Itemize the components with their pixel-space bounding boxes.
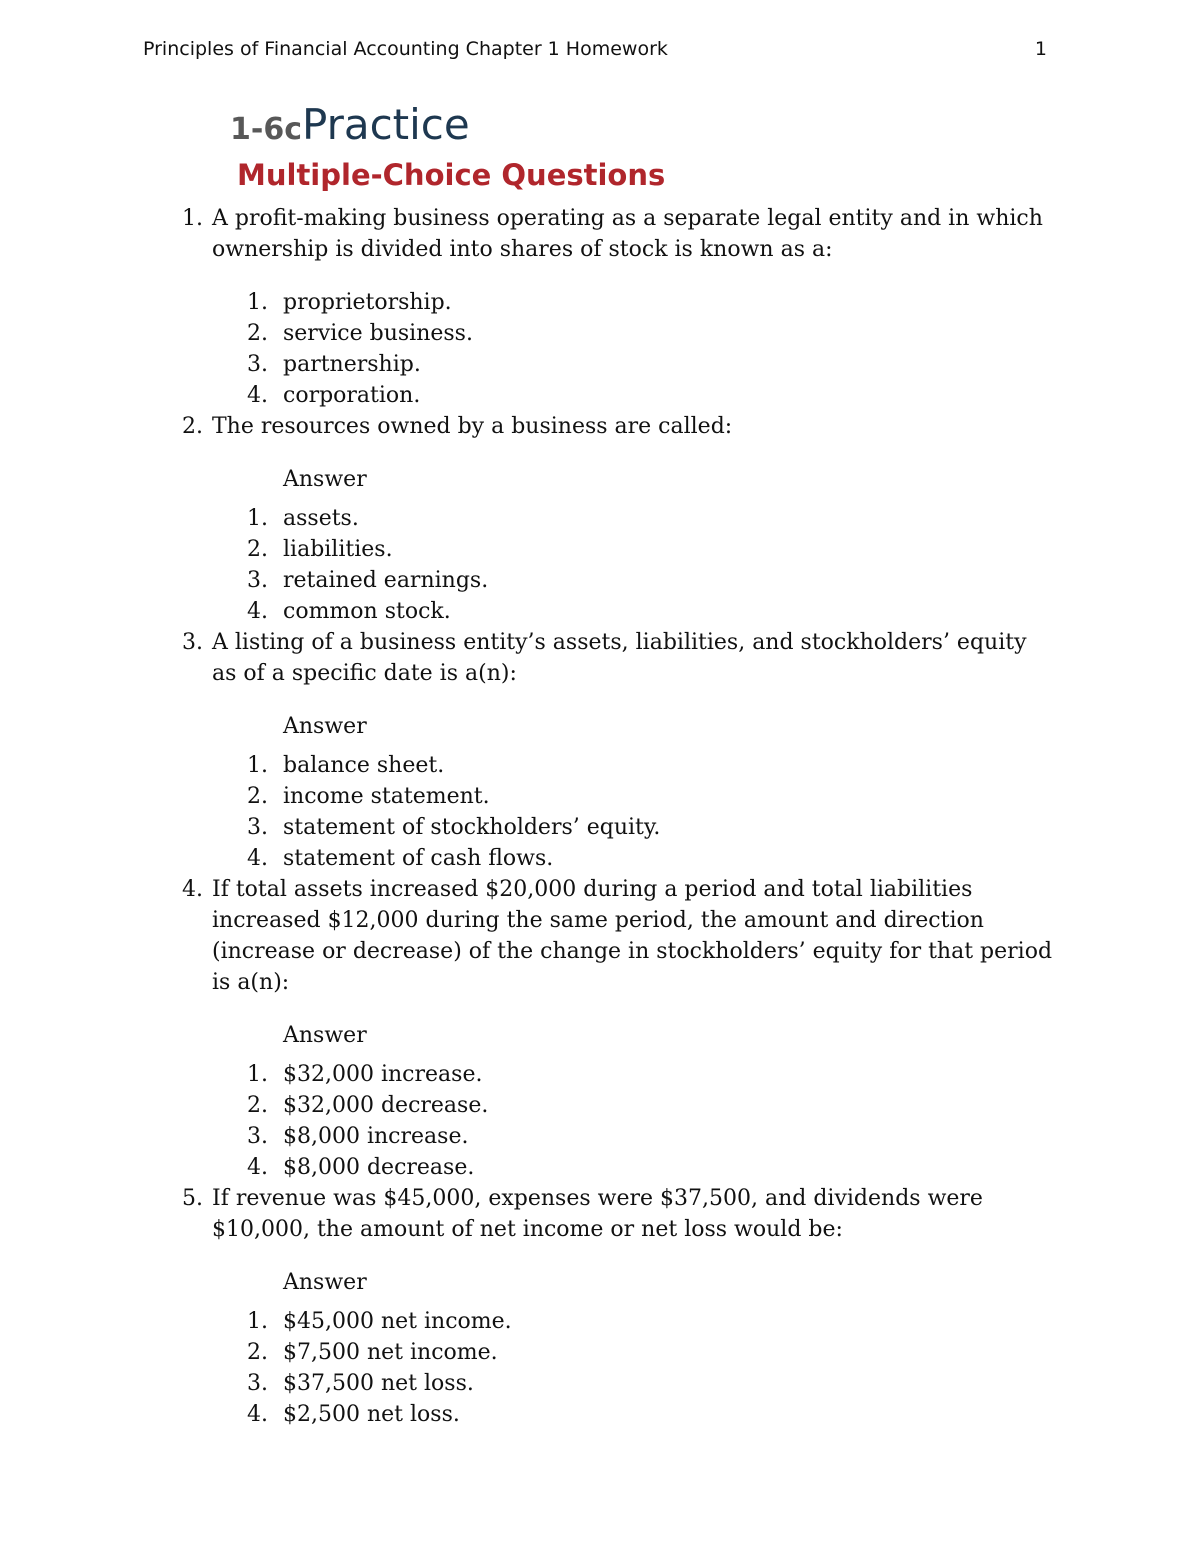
question-text: A profit-making business operating as a separate legal entity and in which ownership is divided into shares of stock is known as a: xyxy=(212,206,1043,262)
choice-text: assets. xyxy=(283,506,359,531)
choice-item xyxy=(0,1059,1200,1090)
choice-number: 1. xyxy=(247,290,268,315)
choice-number: 3. xyxy=(247,568,268,593)
choice-item xyxy=(0,503,1200,534)
answer-label: Answer xyxy=(283,714,367,739)
answer-label: Answer xyxy=(283,1270,367,1295)
choice-list xyxy=(0,1306,1200,1430)
choice-text: $2,500 net loss. xyxy=(283,1402,460,1427)
choice-item xyxy=(0,318,1200,349)
section-heading xyxy=(230,100,470,154)
choice-text: common stock. xyxy=(283,599,451,624)
choice-item xyxy=(0,596,1200,627)
choice-item xyxy=(0,781,1200,812)
choice-text: partnership. xyxy=(283,352,421,377)
choice-number: 2. xyxy=(247,1093,268,1118)
choice-item xyxy=(0,843,1200,874)
section-title: Practice xyxy=(301,100,470,149)
choice-text: $32,000 increase. xyxy=(283,1062,483,1087)
choice-item xyxy=(0,1399,1200,1430)
choice-text: balance sheet. xyxy=(283,753,445,778)
choice-number: 3. xyxy=(247,1371,268,1396)
choice-number: 2. xyxy=(247,537,268,562)
choice-text: $8,000 decrease. xyxy=(283,1155,475,1180)
choice-text: $45,000 net income. xyxy=(283,1309,512,1334)
answer-label: Answer xyxy=(283,1023,367,1048)
choice-number: 3. xyxy=(247,815,268,840)
answer-label: Answer xyxy=(283,467,367,492)
choice-item xyxy=(0,534,1200,565)
choice-number: 2. xyxy=(247,1340,268,1365)
question-text: A listing of a business entity’s assets, liabilities, and stockholders’ equity as of a specific date is a(n): xyxy=(212,630,1027,686)
choice-number: 1. xyxy=(247,1309,268,1334)
choice-number: 4. xyxy=(247,599,268,624)
question-5 xyxy=(0,1183,1200,1430)
section-code: 1-6c xyxy=(230,112,302,147)
question-text: If revenue was $45,000, expenses were $37,500, and dividends were $10,000, the amount of net income or net loss would be: xyxy=(212,1186,983,1242)
choice-item xyxy=(0,1121,1200,1152)
choice-item xyxy=(0,287,1200,318)
choice-text: $32,000 decrease. xyxy=(283,1093,489,1118)
question-number: 3. xyxy=(182,630,203,655)
choice-item xyxy=(0,565,1200,596)
choice-text: proprietorship. xyxy=(283,290,452,315)
question-text: If total assets increased $20,000 during a period and total liabilities increased $12,000 during the same period, the amount and direction (increase or decrease) of the change in stockholders’ equity for that period is a(n): xyxy=(212,877,1053,995)
choice-number: 4. xyxy=(247,846,268,871)
choice-list xyxy=(0,287,1200,411)
question-list xyxy=(0,203,1200,1430)
choice-text: statement of stockholders’ equity. xyxy=(283,815,661,840)
choice-text: retained earnings. xyxy=(283,568,489,593)
choice-text: liabilities. xyxy=(283,537,393,562)
choice-text: $37,500 net loss. xyxy=(283,1371,474,1396)
choice-text: service business. xyxy=(283,321,473,346)
choice-text: corporation. xyxy=(283,383,421,408)
choice-number: 4. xyxy=(247,383,268,408)
question-4 xyxy=(0,874,1200,1183)
choice-number: 1. xyxy=(247,506,268,531)
choice-number: 4. xyxy=(247,1402,268,1427)
header-page-number: 1 xyxy=(1034,38,1047,60)
choice-number: 1. xyxy=(247,1062,268,1087)
choice-list xyxy=(0,1059,1200,1183)
choice-number: 4. xyxy=(247,1155,268,1180)
choice-item xyxy=(0,1090,1200,1121)
choice-item xyxy=(0,380,1200,411)
choice-item xyxy=(0,812,1200,843)
header-title: Principles of Financial Accounting Chapter 1 Homework xyxy=(143,38,668,60)
choice-text: $8,000 increase. xyxy=(283,1124,469,1149)
question-text: The resources owned by a business are called: xyxy=(212,414,733,439)
choice-list xyxy=(0,750,1200,874)
question-number: 2. xyxy=(182,414,203,439)
question-1 xyxy=(0,203,1200,411)
choice-item xyxy=(0,1337,1200,1368)
choice-number: 2. xyxy=(247,784,268,809)
choice-text: income statement. xyxy=(283,784,490,809)
choice-number: 3. xyxy=(247,1124,268,1149)
question-3 xyxy=(0,627,1200,874)
question-2 xyxy=(0,411,1200,627)
choice-item xyxy=(0,1152,1200,1183)
choice-item xyxy=(0,750,1200,781)
choice-text: statement of cash flows. xyxy=(283,846,554,871)
section-subheading: Multiple-Choice Questions xyxy=(237,158,666,192)
choice-item xyxy=(0,349,1200,380)
question-number: 5. xyxy=(182,1186,203,1211)
choice-item xyxy=(0,1306,1200,1337)
running-header xyxy=(143,38,1047,66)
question-number: 4. xyxy=(182,877,203,902)
choice-list xyxy=(0,503,1200,627)
question-number: 1. xyxy=(182,206,203,231)
choice-number: 3. xyxy=(247,352,268,377)
choice-number: 1. xyxy=(247,753,268,778)
choice-item xyxy=(0,1368,1200,1399)
choice-number: 2. xyxy=(247,321,268,346)
choice-text: $7,500 net income. xyxy=(283,1340,498,1365)
